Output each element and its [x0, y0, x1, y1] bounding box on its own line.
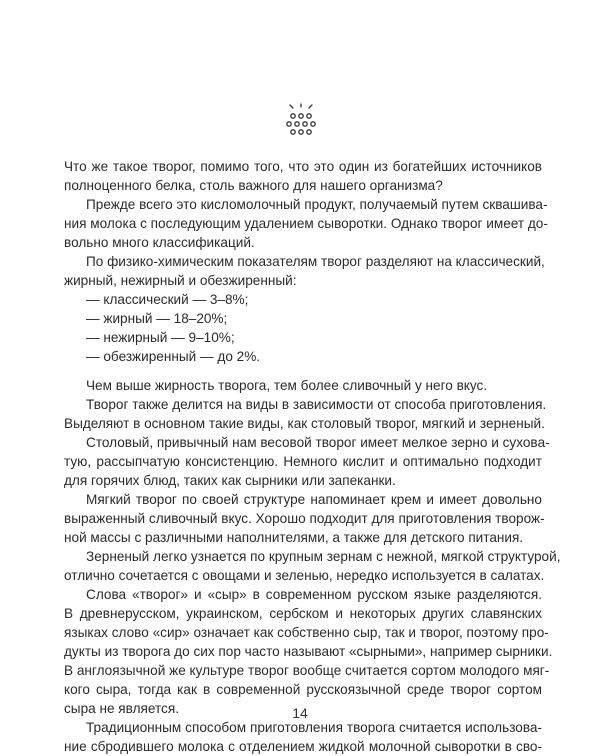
paragraph: [64, 195, 548, 252]
paragraph: [64, 376, 542, 395]
text-line: В древнерусском, украинском, сербском и некоторых других славянских: [64, 606, 542, 621]
text-line: Выделяют в основном такие виды, как столовый творог, мягкий и зерненый.: [64, 416, 545, 431]
text-line: Мягкий творог по своей структуре напоминает крем и имеет довольно: [86, 492, 542, 507]
paragraph: [64, 718, 542, 756]
text-line: полноценного белка, столь важного для нашего организма?: [64, 178, 443, 193]
text-line: Слова «творог» и «сыр» в современном русском языке разделяются.: [86, 587, 542, 602]
text-line: ной массы с различными наполнителями, а также для детского питания.: [64, 530, 524, 545]
paragraph: [64, 252, 545, 290]
text-line: Зерненый легко узнается по крупным зернам с нежной, мягкой структурой,: [86, 549, 561, 564]
text-line: кого сыра, тогда как в современной русскоязычной среде творог сортом: [64, 682, 542, 697]
paragraph: [64, 490, 545, 547]
text-line: жирный, нежирный и обезжиренный:: [64, 273, 297, 288]
list-item: — обезжиренный — до 2%.: [86, 349, 261, 364]
text-line: отлично сочетается с овощами и зеленью, нередко используется в салатах.: [64, 568, 545, 583]
page-number: 14: [292, 705, 308, 721]
text-line: В англоязычной же культуре творог вообще считается сортом молодого мяг-: [64, 663, 550, 678]
paragraph: [64, 547, 561, 585]
list-item: — жирный — 18–20%;: [86, 311, 228, 326]
text-line: По физико-химическим показателям творог разделяют на классический,: [86, 254, 545, 269]
text-line: вольно много классификаций.: [64, 235, 255, 250]
text-line: Творог также делится на виды в зависимости от способа приготовления.: [86, 397, 547, 412]
paragraph: [64, 585, 553, 718]
body-text: [64, 157, 561, 756]
paragraph: [64, 157, 542, 195]
text-line: сыра не является.: [64, 701, 179, 716]
text-line: ния молока с последующим удалением сыворотки. Однако творог имеет до-: [64, 216, 548, 231]
text-line: Что же такое творог, помимо того, что это один из богатейших источников: [64, 159, 542, 174]
paragraph: [64, 395, 547, 433]
text-line: тую, рассыпчатую консистенцию. Немного кислит и оптимально подходит: [64, 454, 542, 469]
text-line: Столовый, привычный нам весовой творог имеет мелкое зерно и суховa-: [86, 435, 550, 450]
text-line: ние сбродившего молока с отделением жидкой молочной сыворотки в сво-: [64, 739, 542, 754]
paragraph: [64, 433, 550, 490]
text-line: Прежде всего это кисломолочный продукт, получаемый путем сквашива-: [86, 197, 548, 212]
list-item: — классический — 3–8%;: [86, 292, 249, 307]
text-line: Традиционным способом приготовления творога считается использова-: [86, 720, 542, 735]
list-item: — нежирный — 9–10%;: [86, 330, 235, 345]
text-line: для горячих блюд, таких как сырники или запеканки.: [64, 473, 396, 488]
text-line: Чем выше жирность творога, тем более сливочный у него вкус.: [86, 378, 488, 393]
dotted-pattern-ornament-icon: [281, 101, 321, 135]
text-line: выраженный сливочный вкус. Хорошо подходит для приготовления творож-: [64, 511, 545, 526]
list: [64, 290, 542, 366]
text-line: языках слово «сир» означает как собственно сыр, так и творог, поэтому про-: [64, 625, 549, 640]
text-line: дукты из творога до сих пор часто называют «сырными», например сырники.: [64, 644, 553, 659]
